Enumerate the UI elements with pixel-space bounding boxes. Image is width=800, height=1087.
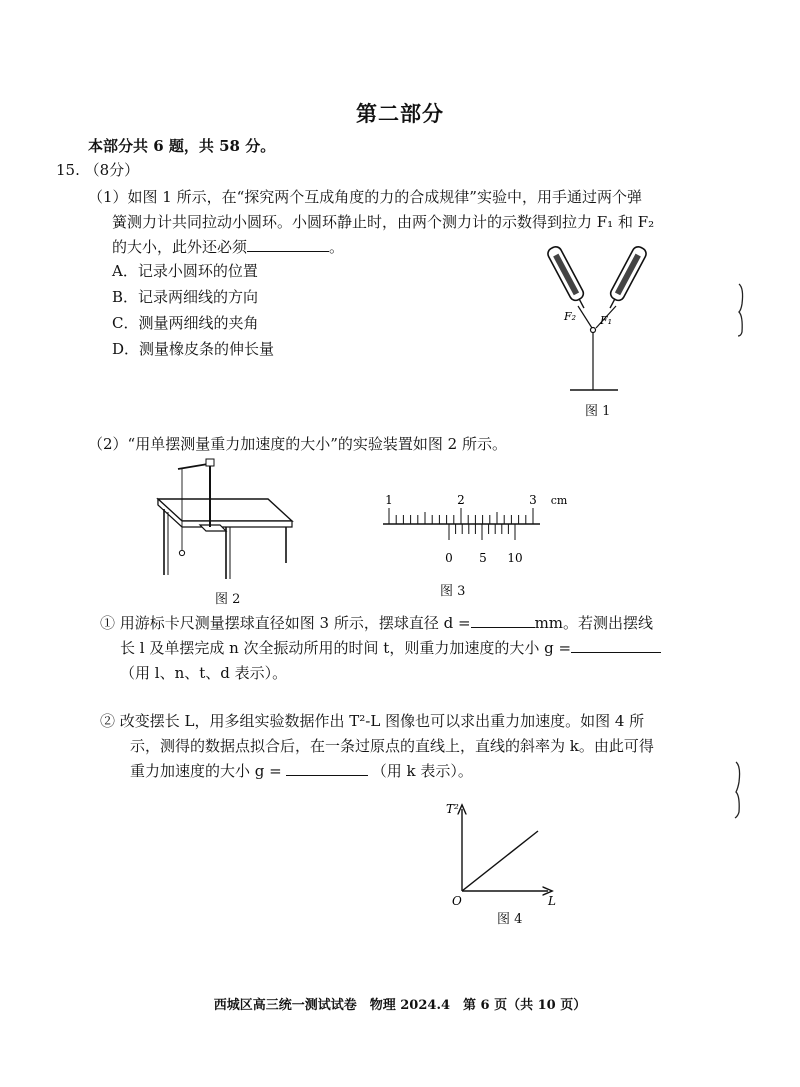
s2-line3-text: 重力加速度的大小 g = [130, 762, 282, 780]
figure-3-caption: 图 3 [440, 584, 466, 599]
spring-scale-left [546, 245, 590, 312]
p1-line1: （1）如图 1 所示，在“探究两个互成角度的力的合成规律”实验中，用手通过两个弹 [88, 188, 642, 206]
s1-line2-text: 长 l 及单摆完成 n 次全振动所用的时间 t，则重力加速度的大小 g = [120, 639, 572, 657]
section-intro: 本部分共 6 题，共 58 分。 [88, 137, 276, 155]
s1-line1 [100, 611, 653, 635]
s1-line3: （用 l、n、t、d 表示）。 [120, 664, 288, 682]
main-tick-label-1: 1 [385, 493, 393, 507]
answer-blank-gk[interactable] [286, 759, 368, 776]
main-scale-ticks [389, 508, 533, 524]
fit-line [462, 831, 538, 891]
spring-scale-right [604, 245, 648, 312]
label-f1: F₁ [600, 314, 613, 327]
option-c: C．测量两细线的夹角 [112, 314, 259, 332]
origin-label: O [452, 894, 462, 908]
vernier-label-0: 0 [445, 551, 453, 565]
p1-line3-text: 的大小，此外还必须 [112, 238, 248, 256]
answer-blank-1[interactable] [247, 235, 329, 252]
label-f2: F₂ [564, 310, 577, 323]
figure-4-t2-l-graph [440, 795, 570, 910]
s2-line1: ② 改变摆长 L，用多组实验数据作出 T²-L 图像也可以求出重力加速度。如图 4 所 [100, 712, 645, 730]
s2-line3 [130, 759, 473, 783]
option-b: B．记录两细线的方向 [112, 288, 259, 306]
main-tick-label-3: 3 [529, 493, 537, 507]
section-title: 第二部分 [356, 101, 444, 126]
p1-line3 [112, 235, 344, 259]
unit-label: cm [550, 494, 568, 507]
page-footer: 西城区高三统一测试试卷 物理 2024.4 第 6 页（共 10 页） [213, 998, 587, 1013]
vernier-label-5: 5 [479, 551, 487, 565]
answer-blank-d[interactable] [471, 611, 535, 628]
s2-line3-end: （用 k 表示）。 [371, 762, 473, 780]
question-number [56, 158, 139, 182]
question-15-number: 15. [56, 161, 80, 179]
s2-line2: 示，测得的数据点拟合后，在一条过原点的直线上，直线的斜率为 k。由此可得 [130, 737, 654, 755]
vernier-scale-ticks [449, 524, 515, 540]
question-15-points: （8分） [84, 161, 140, 179]
figure-2-pendulum-setup [150, 455, 300, 585]
s1-line1-text: ① 用游标卡尺测量摆球直径如图 3 所示，摆球直径 d = [100, 614, 471, 632]
margin-bracket-mark [735, 282, 747, 338]
figure-3-vernier-caliper [375, 490, 575, 570]
s1-line1-end: mm。若测出摆线 [534, 614, 654, 632]
figure-1-spring-scales [530, 240, 660, 400]
vernier-label-10: 10 [507, 551, 523, 565]
small-ring [591, 328, 596, 333]
s1-line2 [120, 636, 661, 660]
option-a: A．记录小圆环的位置 [112, 262, 258, 280]
x-axis-label: L [548, 894, 556, 908]
y-axis-label: T² [446, 802, 459, 816]
option-d: D．测量橡皮条的伸长量 [112, 340, 275, 358]
margin-bracket-mark-2 [733, 760, 745, 820]
main-tick-label-2: 2 [457, 493, 465, 507]
figure-1-caption: 图 1 [585, 404, 611, 419]
p2-intro: （2）“用单摆测量重力加速度的大小”的实验装置如图 2 所示。 [88, 435, 507, 453]
p1-line3-end: 。 [329, 238, 345, 256]
string-left [578, 306, 592, 328]
figure-4-caption: 图 4 [497, 912, 523, 927]
answer-blank-g[interactable] [571, 636, 661, 653]
figure-2-caption: 图 2 [215, 592, 241, 607]
p1-line2: 簧测力计共同拉动小圆环。小圆环静止时，由两个测力计的示数得到拉力 F₁ 和 F₂ [112, 213, 655, 231]
